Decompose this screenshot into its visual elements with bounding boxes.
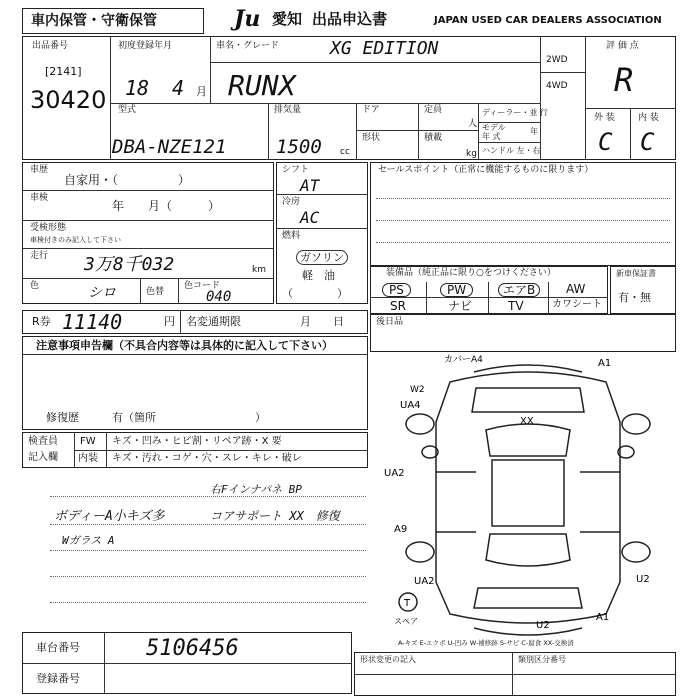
lot-number: 30420 [30, 86, 107, 114]
equipment-label: 装備品（純正品に限り○をつけください） [386, 268, 556, 278]
diag-mark-5: XX [520, 416, 534, 427]
history-label: 車歴 [30, 165, 49, 175]
mileage-label: 走行 [30, 251, 49, 261]
fuel-paren: （ ） [282, 287, 348, 300]
inspector-label: 検査員 [28, 436, 58, 447]
r-ticket-label: R券 [32, 315, 51, 328]
entry-label: 記入欄 [28, 452, 58, 463]
r-ticket-unit: 円 [164, 315, 175, 328]
form-title: 出品申込書 [312, 10, 388, 28]
rating-label: 評 価 点 [606, 41, 639, 51]
interior-label: 内 装 [638, 113, 659, 123]
name-change-value: 月 日 [300, 315, 344, 328]
equip-tv: TV [508, 299, 524, 313]
car-damage-diagram [380, 352, 676, 638]
receive-note: 車検付きのみ記入して下さい [30, 236, 121, 244]
diag-mark-2: A1 [598, 358, 612, 369]
dealer-label: ディーラー・並 行 [482, 108, 548, 117]
diag-mark-4: UA4 [400, 400, 421, 411]
drive-4wd: 4WD [546, 81, 568, 91]
color-tone-label: 色替 [146, 287, 165, 297]
spare-label: スペア [394, 617, 418, 626]
naiso-items: キズ・汚れ・コゲ・穴・スレ・キレ・破レ [112, 453, 302, 464]
repair-history-value: 有（箇所 ） [112, 411, 266, 424]
interior-value: C [640, 128, 655, 156]
model-label: 型式 [118, 105, 137, 115]
association-name: JAPAN USED CAR DEALERS ASSOCIATION [434, 15, 662, 26]
shape-change-label: 形状変更の記入 [360, 655, 416, 664]
diag-mark-9: U2 [636, 574, 650, 585]
org-name: 愛知 [272, 10, 303, 28]
reg-month-unit: 月 [196, 85, 207, 98]
fuel-label: 燃料 [282, 231, 301, 241]
cc-value: 1500 [276, 136, 322, 158]
diag-mark-12: T [404, 598, 411, 609]
diag-mark-8: UA2 [414, 576, 435, 587]
grade-value: XG EDITION [330, 38, 439, 59]
diag-mark-1: カバーA4 [444, 355, 483, 365]
kg-unit: kg [466, 149, 477, 159]
equip-aw: AW [566, 282, 586, 296]
first-reg-label: 初度登録年月 [118, 41, 173, 51]
chassis-label: 車台番号 [36, 641, 80, 654]
notes-header: 注意事項申告欄（不具合内容等は具体的に記入して下さい） [36, 339, 333, 352]
cooling-value: AC [300, 208, 320, 227]
diag-mark-11: A1 [596, 612, 610, 623]
repair-history-label: 修復歴 [46, 411, 79, 424]
storage-title-box [22, 8, 204, 34]
cap-unit: 人 [468, 119, 478, 129]
name-change-label: 名変通期限 [186, 315, 241, 328]
equip-seat: カワシート [552, 299, 602, 310]
capacity-label: 定員 [424, 105, 443, 115]
warranty-label: 新車保証書 [616, 269, 656, 278]
history-value: 自家用・（ ） [64, 173, 191, 187]
model-code: DBA-NZE121 [112, 136, 227, 158]
exterior-value: C [598, 128, 613, 156]
reg-year: 18 [125, 76, 150, 100]
chassis-value: 5106456 [146, 636, 239, 661]
shift-label: シフト [282, 165, 310, 175]
diag-mark-10: U2 [536, 620, 550, 631]
later-day-block [370, 314, 676, 352]
model-year-label: モデル [482, 123, 506, 132]
lot-label: 出品番号 [32, 41, 69, 51]
handle-label: ハンドル 左・右 [482, 146, 541, 155]
inspection-label: 車検 [30, 193, 49, 203]
year-unit: 年 [530, 127, 538, 136]
lot-box: [2141] [45, 65, 82, 78]
cooling-label: 冷房 [282, 197, 301, 207]
fuel-gas: ガソリン [296, 250, 348, 265]
fuel-diesel: 軽 油 [302, 269, 335, 282]
ju-logo-text: Ju [234, 6, 261, 32]
note-3: コアサポート XX 修復 [210, 509, 340, 523]
color-code-label: 色コード [184, 281, 221, 291]
later-day-label: 後日品 [376, 317, 404, 327]
color-code-value: 040 [206, 289, 232, 305]
sales-point-label: セールスポイント（正常に機能するものに限ります） [378, 165, 594, 175]
km-unit: km [252, 265, 266, 275]
legend-text: A-キズ E-エクボ U-凹み W-補修跡 S-サビ C-腐食 XX-交換済 [398, 639, 574, 647]
rating-value: R [614, 61, 634, 99]
ju-logo [234, 6, 270, 30]
naiso-label: 内装 [78, 453, 98, 464]
kind-label: 類別区分番号 [518, 655, 566, 664]
note-2: ボディーA小キズ多 [54, 509, 165, 524]
diag-mark-3: W2 [410, 385, 425, 395]
sales-point-block [370, 162, 676, 266]
car-name-value: RUNX [228, 69, 296, 102]
note-1: 右Fインナパネ BP [210, 483, 302, 496]
door-label: ドア [362, 105, 380, 115]
warranty-value: 有・無 [618, 291, 651, 304]
color-value: シロ [88, 285, 116, 301]
equip-pw: PW [440, 283, 473, 297]
receive-label: 受検形態 [30, 223, 67, 233]
mileage-value: 3万8千032 [84, 254, 175, 275]
drive-2wd: 2WD [546, 55, 568, 65]
shape-label: 形状 [362, 133, 381, 143]
displacement-label: 排気量 [274, 105, 302, 115]
load-label: 積載 [424, 133, 443, 143]
note-4: Wガラス A [62, 534, 115, 547]
shift-value: AT [300, 176, 320, 195]
reg-label: 登録番号 [36, 672, 80, 685]
diag-mark-7: A9 [394, 524, 408, 535]
name-grade-label: 車名・グレード [216, 41, 280, 51]
equip-airbag: エアB [498, 283, 540, 297]
fw-label: FW [80, 436, 96, 447]
cc-unit: cc [340, 147, 350, 157]
equip-ps: PS [382, 283, 411, 297]
color-label: 色 [30, 281, 40, 291]
exterior-label: 外 装 [594, 113, 615, 123]
reg-month: 4 [172, 76, 185, 100]
fw-items: キズ・凹み・ヒビ割・リペア跡・X 要 [112, 436, 282, 447]
r-ticket-value: 11140 [62, 310, 123, 334]
year-type-label: 年 式 [482, 132, 501, 141]
storage-title: 車内保管・守衛保管 [31, 13, 157, 29]
equip-sr: SR [390, 299, 406, 313]
inspection-value: 年 月（ ） [112, 199, 221, 213]
equip-navi: ナビ [448, 299, 473, 313]
diag-mark-6: UA2 [384, 468, 405, 479]
